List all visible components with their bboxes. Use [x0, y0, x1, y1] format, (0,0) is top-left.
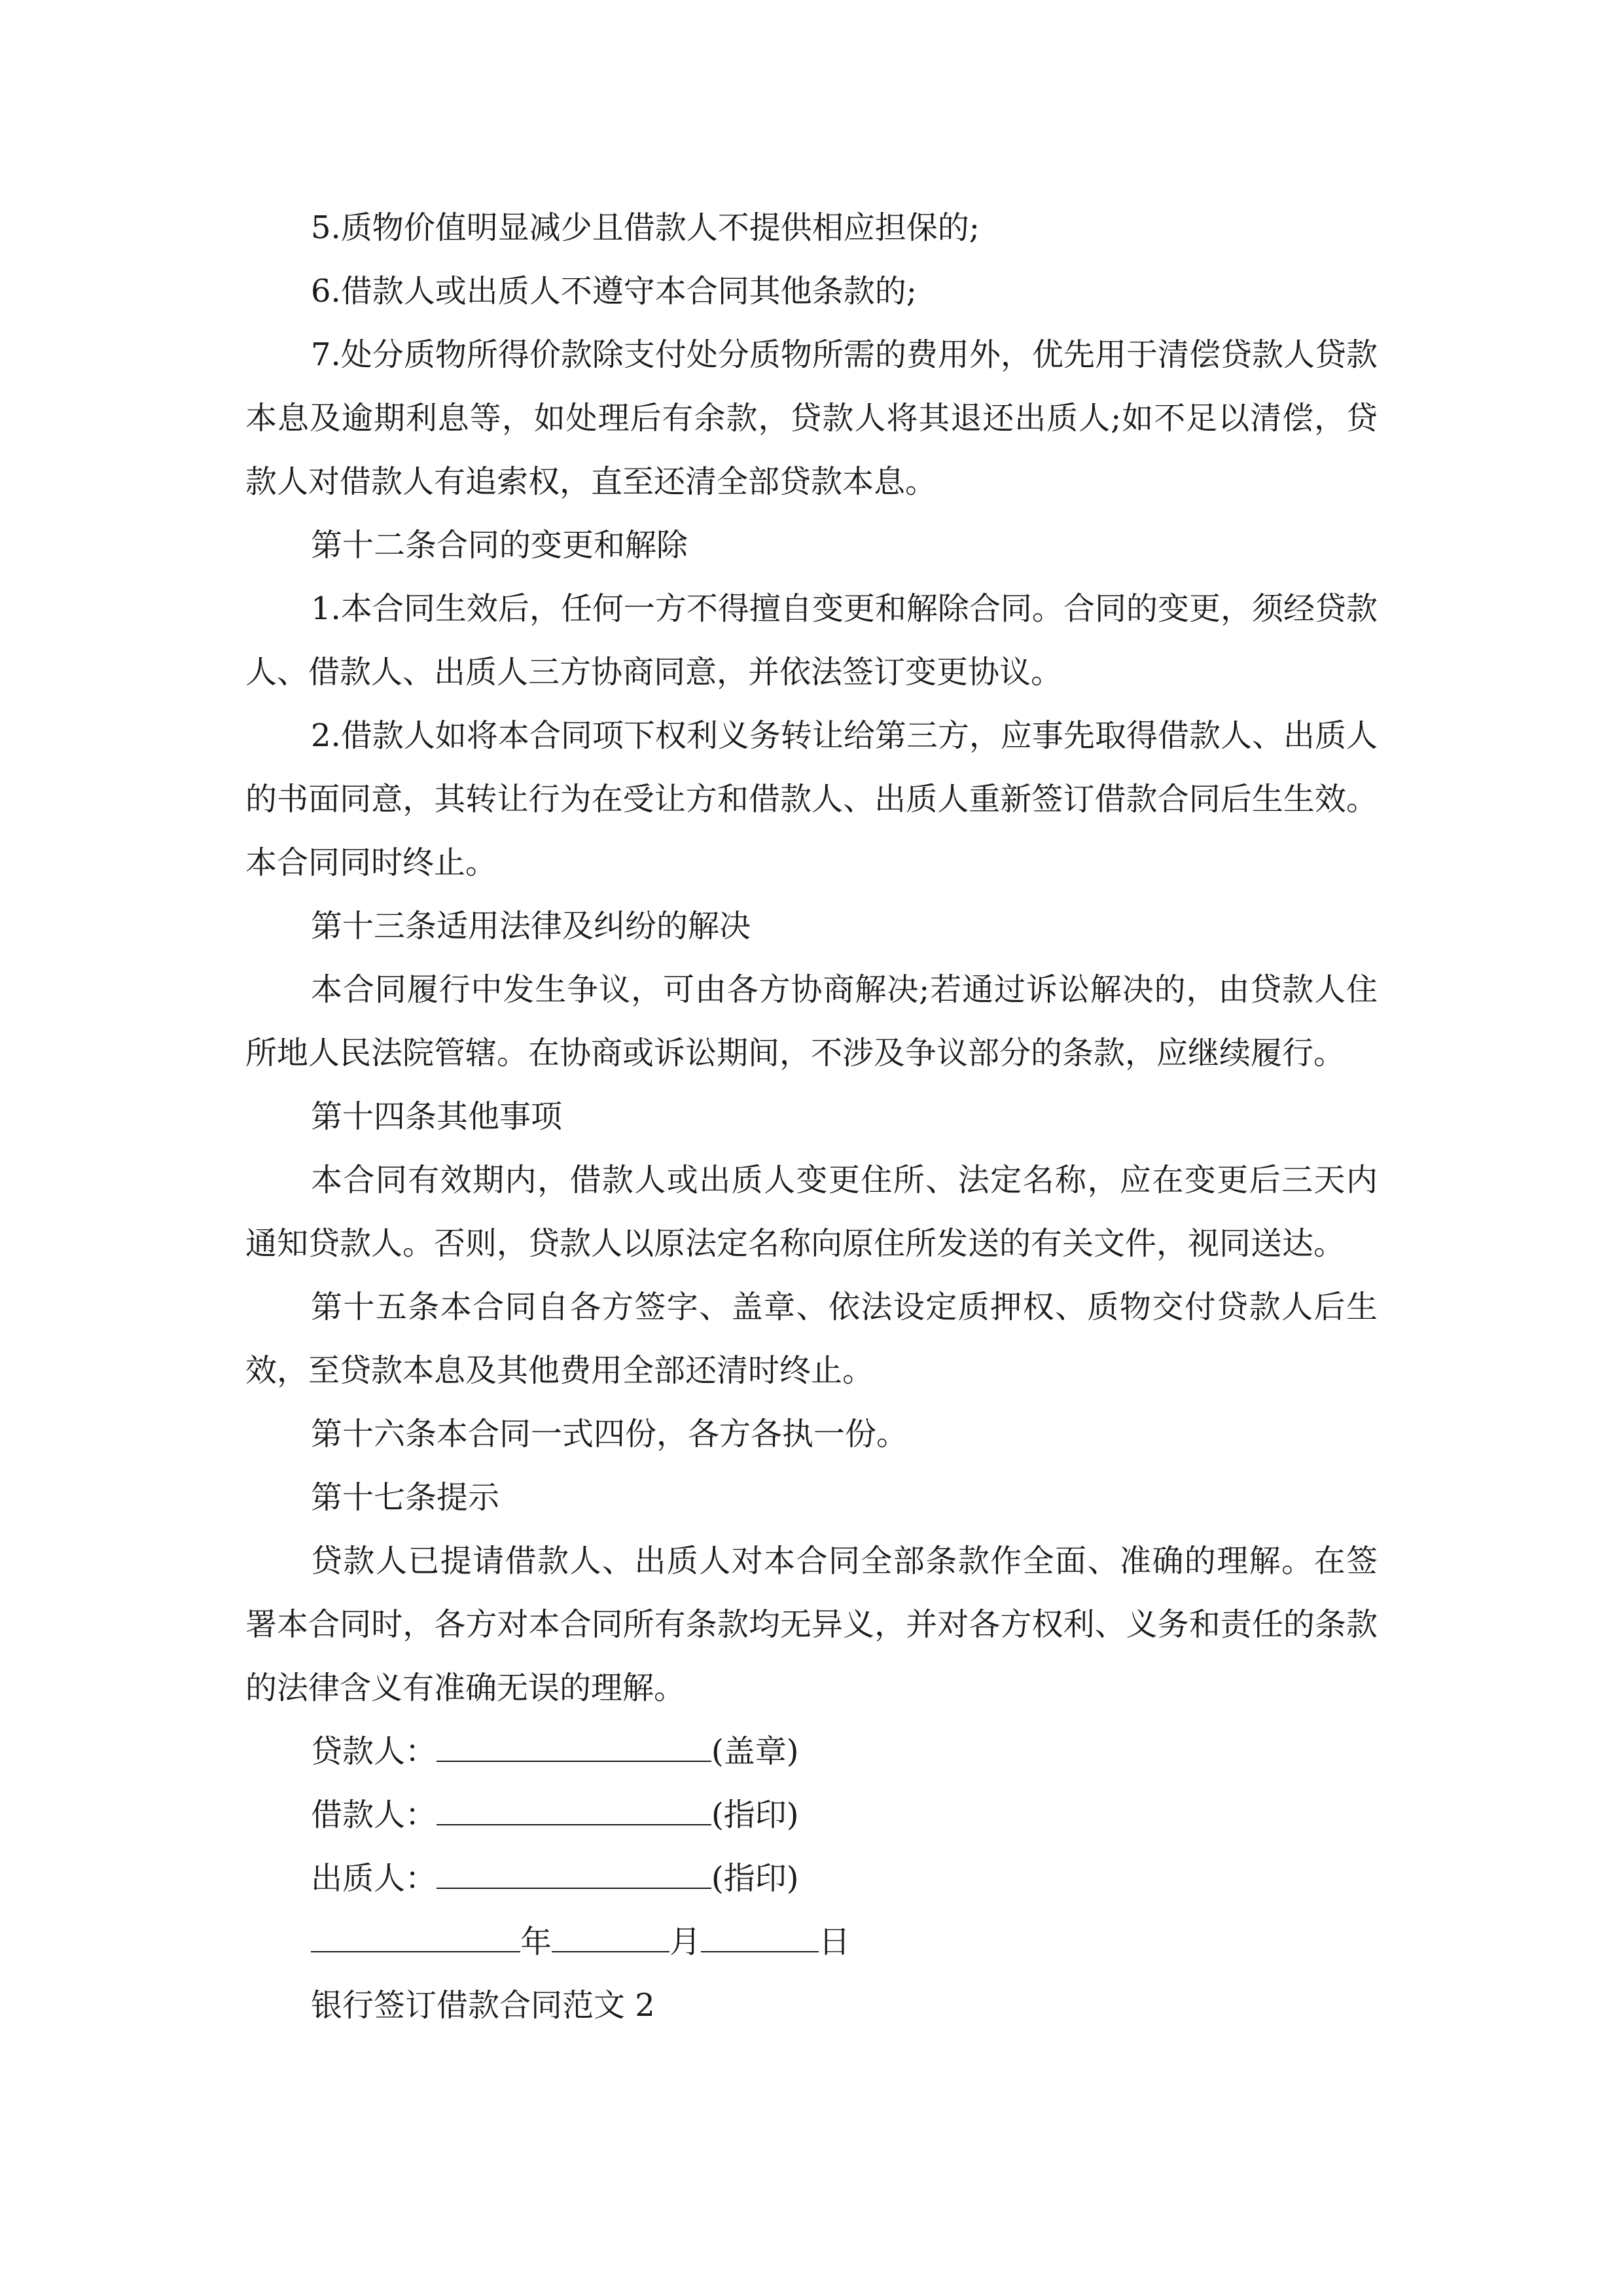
clause-item-5: 5.质物价值明显减少且借款人不提供相应担保的; [311, 209, 980, 246]
article-14-heading: 第十四条其他事项 [311, 1098, 563, 1135]
pledgor-signature-line [245, 1847, 1378, 1910]
article-14-body: 本合同有效期内，借款人或出质人变更住所、法定名称，应在变更后三天内通知贷款人。否则，贷款人以原法定名称向原住所发送的有关文件，视同送达。 [245, 1162, 1378, 1262]
pledgor-note: (指印) [711, 1860, 799, 1897]
lender-signature-line [245, 1720, 1378, 1784]
lender-signature-blank[interactable] [437, 1721, 711, 1762]
date-line [245, 1910, 1378, 1974]
clause-item-7: 7.处分质物所得价款除支付处分质物所需的费用外，优先用于清偿贷款人贷款本息及逾期利息等，如处理后有余款，贷款人将其退还出质人;如不足以清偿，贷款人对借款人有追索权，直至还清全部贷款本息。 [245, 336, 1378, 500]
pledgor-signature-blank[interactable] [437, 1848, 711, 1889]
month-label: 月 [669, 1924, 702, 1960]
year-label: 年 [520, 1924, 552, 1960]
article-13-heading: 第十三条适用法律及纠纷的解决 [311, 908, 751, 944]
lender-note: (盖章) [711, 1733, 799, 1770]
month-blank[interactable] [552, 1912, 669, 1952]
article-17-heading: 第十七条提示 [311, 1479, 500, 1516]
article-13-body: 本合同履行中发生争议，可由各方协商解决;若通过诉讼解决的，由贷款人住所地人民法院管辖。在协商或诉讼期间，不涉及争议部分的条款，应继续履行。 [245, 971, 1378, 1071]
article-17-body: 贷款人已提请借款人、出质人对本合同全部条款作全面、准确的理解。在签署本合同时，各方对本合同所有条款均无异义，并对各方权利、义务和责任的条款的法律含义有准确无误的理解。 [245, 1543, 1378, 1706]
pledgor-label: 出质人： [311, 1860, 437, 1897]
article-15: 第十五条本合同自各方签字、盖章、依法设定质押权、质物交付贷款人后生效，至贷款本息及其他费用全部还清时终止。 [245, 1289, 1378, 1389]
borrower-note: (指印) [711, 1797, 799, 1833]
day-label: 日 [819, 1924, 851, 1960]
article-12-item-2: 2.借款人如将本合同项下权利义务转让给第三方，应事先取得借款人、出质人的书面同意，其转让行为在受让方和借款人、出质人重新签订借款合同后生生效。本合同同时终止。 [245, 717, 1378, 881]
borrower-label: 借款人： [311, 1797, 437, 1833]
article-16: 第十六条本合同一式四份，各方各执一份。 [311, 1416, 908, 1452]
article-12-heading: 第十二条合同的变更和解除 [311, 527, 688, 564]
article-12-item-1: 1.本合同生效后，任何一方不得擅自变更和解除合同。合同的变更，须经贷款人、借款人、出质人三方协商同意，并依法签订变更协议。 [245, 590, 1378, 691]
clause-item-6: 6.借款人或出质人不遵守本合同其他条款的; [311, 273, 917, 310]
lender-label: 贷款人： [311, 1733, 437, 1770]
borrower-signature-line [245, 1784, 1378, 1847]
next-section-title: 银行签订借款合同范文 2 [311, 1987, 655, 2024]
day-blank[interactable] [701, 1912, 819, 1952]
borrower-signature-blank[interactable] [437, 1785, 711, 1825]
document-body [245, 196, 1378, 2037]
year-blank[interactable] [311, 1912, 520, 1952]
